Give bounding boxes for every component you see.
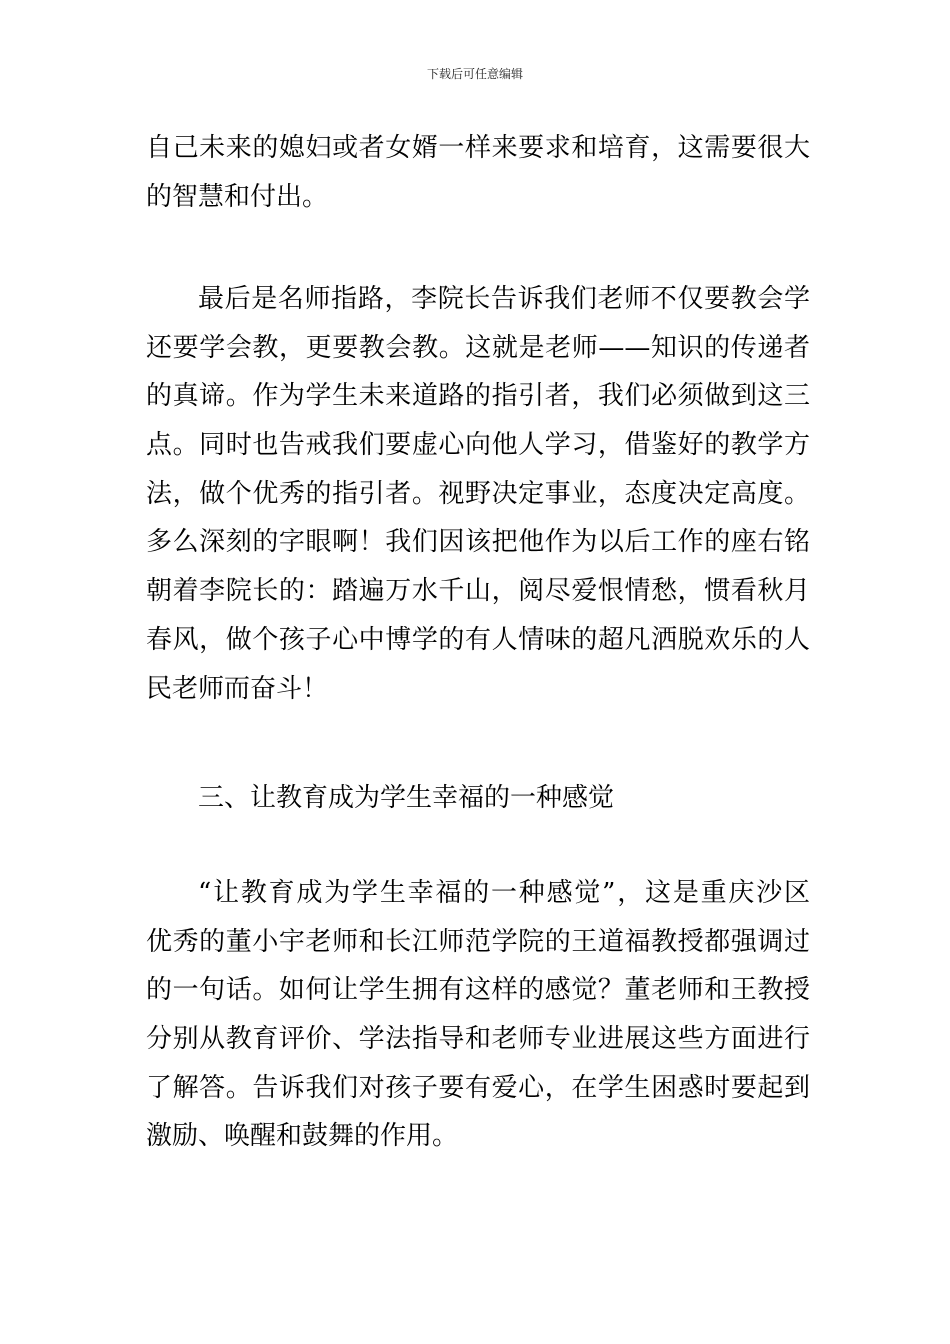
paragraph-line: 多么深刻的字眼啊！我们因该把他作为以后工作的座右铭 bbox=[146, 527, 810, 558]
paragraph-line: 最后是名师指路，李院长告诉我们老师不仅要教会学 bbox=[198, 284, 810, 314]
paragraph-line: 朝着李院长的：踏遍万水千山，阅尽爱恨情愁，惯看秋月 bbox=[146, 576, 810, 607]
paragraph-line: 激励、唤醒和鼓舞的作用。 bbox=[146, 1121, 459, 1152]
paragraph-line: 点。同时也告戒我们要虚心向他人学习，借鉴好的教学方 bbox=[146, 430, 810, 461]
paragraph-line: 的智慧和付出。 bbox=[146, 181, 329, 212]
paragraph-1 bbox=[146, 124, 810, 221]
paragraph-line: 分别从教育评价、学法指导和老师专业进展这些方面进行 bbox=[146, 1024, 810, 1055]
paragraph-line: 自己未来的媳妇或者女婿一样来要求和培育，这需要很大 bbox=[146, 133, 810, 163]
paragraph-3 bbox=[146, 869, 810, 1161]
paragraph-line: 还要学会教，更要教会教。这就是老师——知识的传递者 bbox=[146, 332, 810, 363]
paragraph-line: 的真谛。作为学生未来道路的指引者，我们必须做到这三 bbox=[146, 381, 810, 412]
page-header-note: 下载后可任意编辑 bbox=[426, 67, 523, 81]
paragraph-line: 法，做个优秀的指引者。视野决定事业，态度决定高度。 bbox=[146, 478, 810, 509]
paragraph-2 bbox=[146, 275, 810, 713]
paragraph-line: 的一句话。如何让学生拥有这样的感觉？董老师和王教授 bbox=[146, 975, 810, 1006]
paragraph-line: 民老师而奋斗！ bbox=[146, 673, 329, 704]
section-heading-text: 三、让教育成为学生幸福的一种感觉 bbox=[198, 783, 615, 813]
paragraph-line: 优秀的董小宇老师和长江师范学院的王道福教授都强调过 bbox=[146, 926, 810, 957]
paragraph-line: 春风，做个孩子心中博学的有人情味的超凡洒脱欢乐的人 bbox=[146, 624, 810, 655]
section-heading bbox=[146, 774, 810, 823]
paragraph-line: “让教育成为学生幸福的一种感觉”，这是重庆沙区 bbox=[198, 878, 810, 908]
paragraph-line: 了解答。告诉我们对孩子要有爱心，在学生困惑时要起到 bbox=[146, 1072, 810, 1103]
